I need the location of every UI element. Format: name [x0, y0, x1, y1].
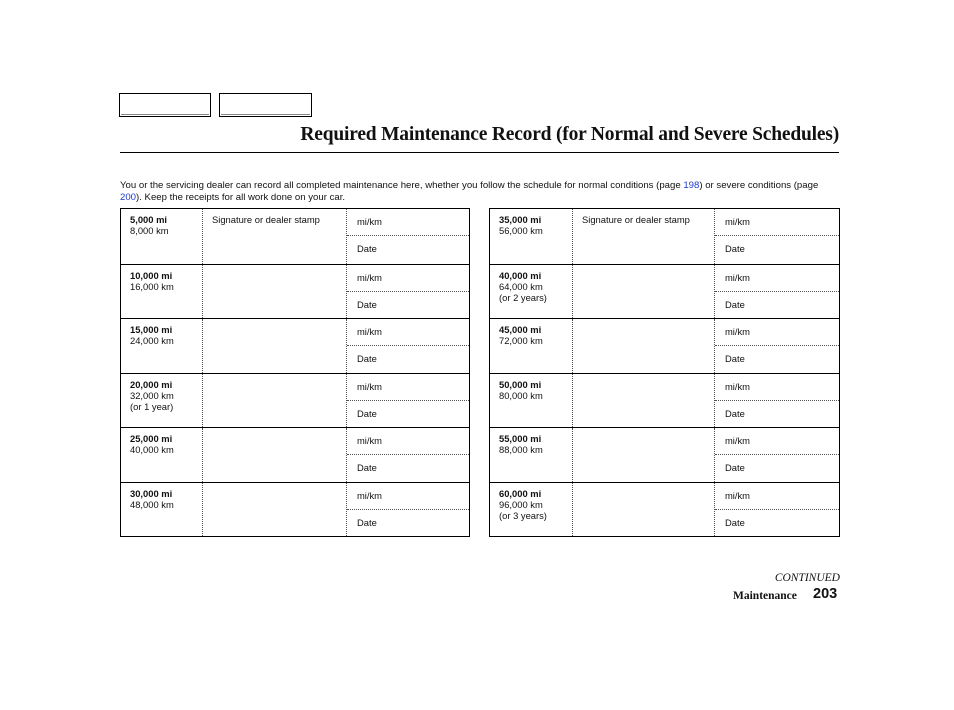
date-field: Date: [357, 353, 377, 364]
mikm-field: mi/km: [347, 483, 469, 510]
page-link-198[interactable]: 198: [683, 180, 700, 191]
record-row: [490, 482, 839, 537]
page-number: 203: [813, 586, 838, 602]
mileage-miles: 50,000 mi: [499, 378, 542, 390]
date-field: Date: [357, 243, 377, 254]
mileage-km: 8,000 km: [130, 225, 169, 236]
intro-text-1: You or the servicing dealer can record all completed maintenance here, whether you follow the schedule for normal conditions (page: [120, 180, 684, 191]
record-row: [121, 373, 469, 428]
mileage-cell: [490, 209, 573, 264]
mileage-years: (or 2 years): [499, 291, 547, 303]
mikm-field: mi/km: [347, 319, 469, 346]
record-row: [490, 373, 839, 428]
record-row: [490, 427, 839, 482]
continued-label: CONTINUED: [774, 572, 840, 584]
record-row: [121, 318, 469, 373]
mikm-field: mi/km: [347, 428, 469, 455]
page-link-200[interactable]: 200: [120, 191, 137, 203]
record-row: [490, 209, 839, 264]
mikm-field: mi/km: [347, 374, 469, 401]
mileage-miles: 15,000 mi: [130, 324, 173, 335]
signature-cell: [203, 374, 347, 428]
date-field: Date: [357, 298, 377, 310]
record-entry-cell: [347, 319, 469, 373]
signature-cell: [203, 428, 347, 482]
mileage-km: 16,000 km: [130, 280, 174, 292]
signature-cell: [573, 319, 715, 373]
date-field: Date: [357, 462, 377, 473]
record-row: [490, 264, 839, 319]
signature-cell: [573, 265, 715, 319]
signature-cell: [203, 265, 347, 319]
title-divider: [120, 152, 839, 153]
record-row: [121, 427, 469, 482]
signature-cell: [573, 374, 715, 428]
signature-cell: [203, 319, 347, 373]
signature-cell: [573, 483, 715, 537]
intro-paragraph: [120, 180, 840, 203]
record-row: [121, 482, 469, 537]
mileage-cell: [490, 428, 573, 482]
nav-button-1[interactable]: [119, 93, 211, 117]
mikm-field: mi/km: [715, 428, 839, 455]
page-title: Required Maintenance Record (for Normal and Severe Schedules): [300, 124, 839, 145]
mileage-km: 80,000 km: [499, 389, 543, 401]
mileage-years: (or 1 year): [130, 400, 174, 412]
mileage-miles: 35,000 mi: [499, 214, 542, 225]
maintenance-record-table-left: [120, 208, 470, 537]
mileage-cell: [121, 319, 203, 373]
mileage-miles: 60,000 mi: [499, 487, 542, 499]
mileage-cell: [490, 265, 573, 319]
mikm-field: mi/km: [715, 483, 839, 510]
mikm-field: mi/km: [347, 265, 469, 292]
date-field: Date: [725, 516, 745, 528]
record-row: [121, 209, 469, 264]
mileage-miles: 10,000 mi: [130, 269, 173, 281]
date-field: Date: [725, 462, 745, 473]
mikm-field: mi/km: [715, 265, 839, 292]
record-entry-cell: [715, 319, 839, 373]
mileage-miles: 30,000 mi: [130, 487, 173, 499]
mileage-miles: 25,000 mi: [130, 433, 173, 444]
mileage-km: 72,000 km: [499, 335, 543, 346]
record-entry-cell: [347, 209, 469, 264]
mileage-miles: 5,000 mi: [130, 214, 168, 225]
mileage-years: (or 3 years): [499, 509, 547, 521]
mileage-miles: 45,000 mi: [499, 324, 542, 335]
signature-cell: Signature or dealer stamp: [573, 209, 715, 264]
mileage-km: 32,000 km: [130, 389, 174, 401]
record-entry-cell: [347, 428, 469, 482]
mileage-miles: 20,000 mi: [130, 378, 173, 390]
mileage-km: 24,000 km: [130, 335, 174, 346]
record-entry-cell: [715, 265, 839, 319]
record-entry-cell: [715, 209, 839, 264]
date-field: Date: [725, 407, 745, 419]
mileage-cell: [121, 483, 203, 537]
record-entry-cell: [347, 265, 469, 319]
date-field: Date: [725, 298, 745, 310]
mileage-cell: [490, 374, 573, 428]
intro-text-2: ) or severe conditions (page: [699, 180, 819, 191]
mileage-cell: [121, 209, 203, 264]
date-field: Date: [725, 243, 745, 254]
mileage-km: 40,000 km: [130, 444, 174, 455]
mileage-cell: [121, 265, 203, 319]
mileage-km: 88,000 km: [499, 444, 543, 455]
record-entry-cell: [715, 374, 839, 428]
record-entry-cell: [347, 374, 469, 428]
intro-text-3: ). Keep the receipts for all work done on your car.: [136, 191, 346, 203]
mileage-cell: [490, 319, 573, 373]
record-entry-cell: [715, 428, 839, 482]
signature-cell: [573, 428, 715, 482]
record-entry-cell: [347, 483, 469, 537]
record-row: [121, 264, 469, 319]
mileage-miles: 55,000 mi: [499, 433, 542, 444]
maintenance-record-table-right: [489, 208, 840, 537]
mikm-field: mi/km: [715, 209, 839, 236]
mileage-cell: [121, 374, 203, 428]
mileage-km: 96,000 km: [499, 498, 543, 510]
section-name: Maintenance: [733, 590, 797, 602]
mikm-field: mi/km: [715, 319, 839, 346]
mileage-cell: [490, 483, 573, 537]
mileage-km: 48,000 km: [130, 498, 174, 510]
mileage-km: 64,000 km: [499, 280, 543, 292]
date-field: Date: [357, 516, 377, 528]
date-field: Date: [357, 407, 377, 419]
signature-cell: [203, 483, 347, 537]
mileage-km: 56,000 km: [499, 225, 543, 236]
record-row: [490, 318, 839, 373]
mileage-cell: [121, 428, 203, 482]
mikm-field: mi/km: [347, 209, 469, 236]
record-entry-cell: [715, 483, 839, 537]
nav-button-2[interactable]: [219, 93, 312, 117]
mikm-field: mi/km: [715, 374, 839, 401]
date-field: Date: [725, 353, 745, 364]
signature-cell: Signature or dealer stamp: [203, 209, 347, 264]
mileage-miles: 40,000 mi: [499, 269, 542, 281]
